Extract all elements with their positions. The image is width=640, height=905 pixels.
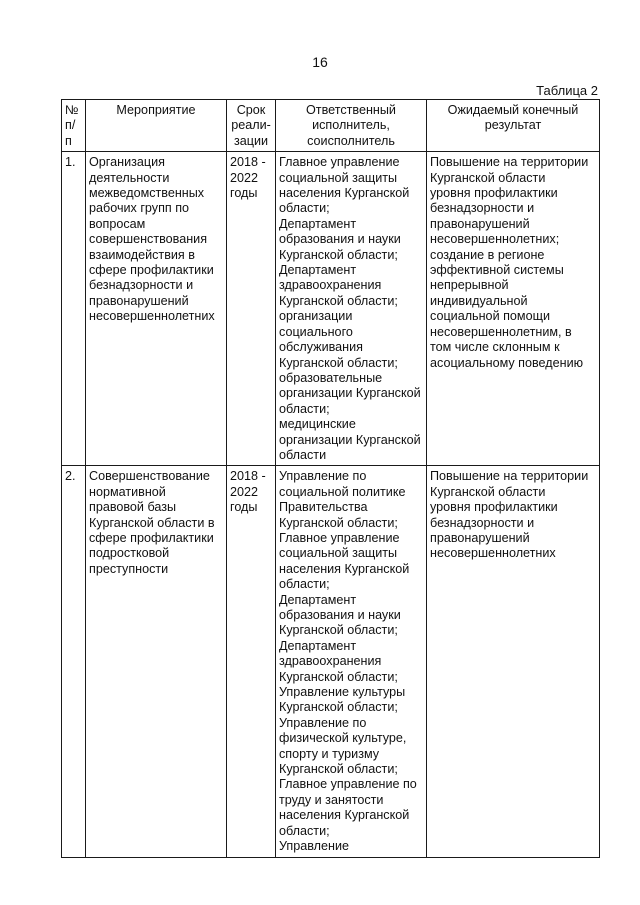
row-number: 1.: [62, 152, 86, 466]
row-term: 2018 - 2022 годы: [227, 152, 276, 466]
table-header-row: [62, 100, 600, 152]
header-event: Мероприятие: [86, 100, 227, 152]
table-caption: Таблица 2: [536, 83, 598, 98]
row-responsible: Управление по социальной политике Правительства Курганской области; Главное управление социальной защиты населения Курганской области; Департамент образования и науки Курганской области; Департамент здравоохранения Курганской области; Управление культуры Курганской области; Управление по физической культуре, спорту и туризму Курганской области; Главное управление по труду и занятости населения Курганской области; Управление: [276, 466, 427, 857]
row-result: Повышение на территории Курганской области уровня профилактики безнадзорности и правонарушений несовершеннолетних: [427, 466, 600, 857]
header-result: Ожидаемый конечный результат: [427, 100, 600, 152]
row-term: 2018 - 2022 годы: [227, 466, 276, 857]
page-number: 16: [312, 54, 328, 70]
header-responsible: Ответственный исполнитель, соисполнитель: [276, 100, 427, 152]
row-event: Совершенствование нормативной правовой базы Курганской области в сфере профилактики подростковой преступности: [86, 466, 227, 857]
row-result: Повышение на территории Курганской области уровня профилактики безнадзорности и правонарушений несовершеннолетних; создание в регионе эффективной системы непрерывной индивидуальной социальной помощи несовершеннолетним, в том числе склонным к асоциальному поведению: [427, 152, 600, 466]
header-number: № п/п: [62, 100, 86, 152]
table-row: [62, 466, 600, 857]
row-event: Организация деятельности межведомственных рабочих групп по вопросам совершенствования взаимодействия в сфере профилактики безнадзорности и правонарушений несовершеннолетних: [86, 152, 227, 466]
table-row: [62, 152, 600, 466]
row-number: 2.: [62, 466, 86, 857]
measures-table: [61, 99, 600, 858]
header-term: Срок реали- зации: [227, 100, 276, 152]
row-responsible: Главное управление социальной защиты населения Курганской области; Департамент образования и науки Курганской области; Департамент здравоохранения Курганской области; организации социального обслуживания Курганской области; образовательные организации Курганской области; медицинские организации Курганской области: [276, 152, 427, 466]
